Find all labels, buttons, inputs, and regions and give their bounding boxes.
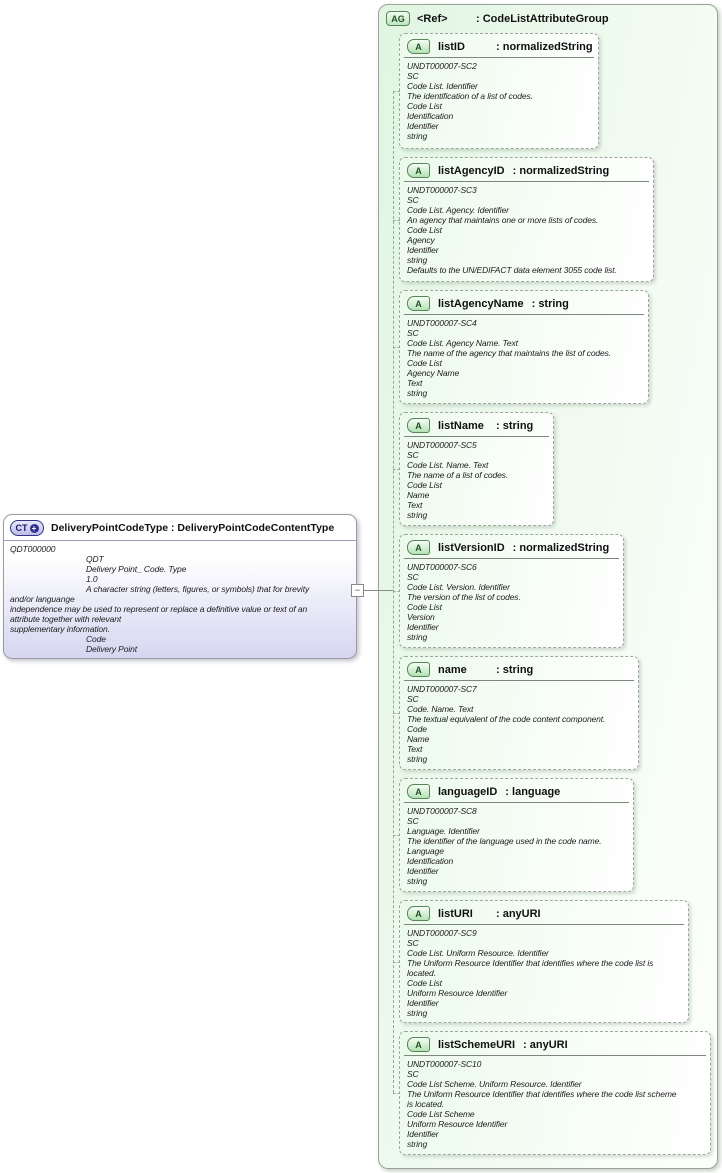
doc-line: Identification [407, 111, 454, 121]
doc-line: Identification [407, 856, 454, 866]
attribute-name: listAgencyName [438, 297, 524, 310]
doc-line: Name [407, 490, 430, 500]
minus-icon: − [354, 585, 361, 595]
doc-line: SC [407, 450, 419, 460]
header-separator [404, 1055, 706, 1056]
attribute-header [400, 413, 553, 433]
doc-line: Code List [407, 978, 442, 988]
doc-line: Code List. Identifier [407, 81, 478, 91]
attribute-group-type: : CodeListAttributeGroup [476, 12, 609, 25]
attribute-badge-icon: A [407, 662, 430, 677]
attribute-docs [400, 60, 598, 141]
header-separator [404, 680, 634, 681]
doc-line: string [407, 876, 428, 886]
attribute-badge-icon: A [407, 906, 430, 921]
doc-line: Code List. Agency. Identifier [407, 205, 509, 215]
attribute-list [379, 26, 717, 1155]
doc-line: The version of the list of codes. [407, 592, 521, 602]
attribute-header [400, 535, 623, 555]
header-separator [404, 57, 594, 58]
attribute-name: name [438, 663, 467, 676]
doc-line: Code List [407, 101, 442, 111]
connector-line [393, 220, 400, 221]
doc-line: SC [407, 195, 419, 205]
doc-line: is located. [407, 1099, 444, 1109]
doc-line: Identifier [407, 1129, 439, 1139]
attribute-box[interactable] [399, 900, 689, 1023]
doc-line: Language. Identifier [407, 826, 480, 836]
attribute-badge-icon: A [407, 39, 430, 54]
doc-line: string [407, 388, 428, 398]
attribute-header [400, 657, 638, 677]
attribute-type: : string [531, 297, 569, 310]
complex-type-header [4, 515, 356, 541]
doc-line: The identifier of the language used in the code name. [407, 836, 602, 846]
attribute-header [400, 1032, 710, 1052]
doc-line: UNDT000007-SC6 [407, 562, 477, 572]
attribute-badge-icon: A [407, 1037, 430, 1052]
doc-line: Code [407, 724, 427, 734]
complex-type-badge-icon [10, 520, 44, 536]
doc-line: SC [407, 694, 419, 704]
doc-line: Code List. Name. Text [407, 460, 489, 470]
doc-line: The Uniform Resource Identifier that identifies where the code list is [407, 958, 654, 968]
attribute-box[interactable] [399, 412, 554, 526]
doc-line: string [407, 632, 428, 642]
doc-line: string [407, 510, 428, 520]
connector-line [393, 713, 400, 714]
connector-line [393, 469, 400, 470]
doc-line: UNDT000007-SC10 [407, 1059, 482, 1069]
attribute-name: listURI [438, 907, 473, 920]
doc-line: Text [407, 744, 423, 754]
doc-line: UNDT000007-SC8 [407, 806, 477, 816]
doc-line: string [407, 131, 428, 141]
doc-line: SC [407, 572, 419, 582]
attribute-box[interactable] [399, 534, 624, 648]
attribute-type: : normalizedString [496, 40, 593, 53]
doc-line: UNDT000007-SC3 [407, 185, 477, 195]
attribute-badge-icon: A [407, 418, 430, 433]
connector-line [393, 91, 400, 92]
doc-line: Code List Scheme. Uniform Resource. Identifier [407, 1079, 582, 1089]
extension-plus-icon: + [30, 524, 39, 533]
doc-line: Code. Name. Text [407, 704, 474, 714]
attribute-docs [400, 439, 553, 520]
doc-line: The name of the agency that maintains the list of codes. [407, 348, 612, 358]
header-separator [404, 314, 644, 315]
attribute-type: : string [496, 419, 534, 432]
doc-line: attribute together with relevant [10, 614, 122, 624]
doc-line: Code List. Version. Identifier [407, 582, 510, 592]
doc-line: Code List [407, 602, 442, 612]
attribute-docs [400, 683, 638, 764]
doc-line: Agency [407, 235, 435, 245]
doc-line: UNDT000007-SC5 [407, 440, 477, 450]
connector-line [393, 1093, 400, 1094]
attribute-group-box [378, 4, 718, 1169]
doc-line: Delivery Point [86, 644, 138, 654]
header-separator [404, 558, 619, 559]
attribute-header [400, 291, 648, 311]
attribute-badge-icon: A [407, 540, 430, 555]
collapse-toggle[interactable] [351, 584, 364, 597]
doc-line: SC [407, 816, 419, 826]
attribute-box[interactable] [399, 33, 599, 149]
doc-line: Identifier [407, 866, 439, 876]
doc-line: Code List. Agency Name. Text [407, 338, 518, 348]
doc-line: Delivery Point_ Code. Type [86, 564, 187, 574]
attribute-name: listVersionID [438, 541, 505, 554]
connector-line [393, 962, 400, 963]
attribute-box[interactable] [399, 157, 654, 282]
attribute-type: : normalizedString [512, 164, 610, 177]
doc-line: string [407, 1008, 428, 1018]
attribute-type: : anyURI [496, 907, 541, 920]
attribute-box[interactable] [399, 290, 649, 404]
doc-line: Language [407, 846, 444, 856]
attribute-header [400, 901, 688, 921]
attribute-header [400, 34, 598, 54]
connector-line [393, 591, 400, 592]
attribute-docs [400, 561, 623, 642]
complex-type-box[interactable] [3, 514, 357, 659]
doc-line: A character string (letters, figures, or symbols) that for brevity [86, 584, 310, 594]
doc-line: and/or languange [10, 594, 75, 604]
doc-line: independence may be used to represent or replace a definitive value or text of an [10, 604, 308, 614]
doc-line: Code [86, 634, 106, 644]
connector-line [393, 835, 400, 836]
attribute-box[interactable] [399, 656, 639, 770]
doc-line: Text [407, 378, 423, 388]
doc-line: Code List [407, 358, 442, 368]
attribute-header [400, 158, 653, 178]
doc-line: Identifier [407, 998, 439, 1008]
attribute-docs [400, 1058, 710, 1149]
complex-type-badge-label: CT [15, 523, 28, 533]
doc-line: UNDT000007-SC2 [407, 61, 477, 71]
attribute-group-header[interactable] [379, 5, 717, 26]
attribute-badge-icon: A [407, 163, 430, 178]
doc-line: Agency Name [407, 368, 460, 378]
header-separator [404, 436, 549, 437]
header-separator [404, 802, 629, 803]
attribute-header [400, 779, 633, 799]
doc-line: Code List Scheme [407, 1109, 475, 1119]
doc-line: The Uniform Resource Identifier that identifies where the code list scheme [407, 1089, 677, 1099]
attribute-type: : language [505, 785, 561, 798]
attribute-box[interactable] [399, 778, 634, 892]
doc-line: The textual equivalent of the code content component. [407, 714, 606, 724]
doc-line: string [407, 754, 428, 764]
doc-line: Defaults to the UN/EDIFACT data element 3055 code list. [407, 265, 617, 275]
attribute-docs [400, 927, 688, 1018]
doc-line: Uniform Resource Identifier [407, 1119, 508, 1129]
doc-line: Code List [407, 480, 442, 490]
doc-line: SC [407, 71, 419, 81]
doc-line: Name [407, 734, 430, 744]
attribute-group-name: <Ref> [417, 12, 448, 25]
doc-line: The name of a list of codes. [407, 470, 509, 480]
attribute-docs [400, 184, 653, 275]
attribute-box[interactable] [399, 1031, 711, 1155]
attribute-type: : string [496, 663, 534, 676]
doc-line: SC [407, 938, 419, 948]
doc-line: 1.0 [86, 574, 98, 584]
doc-line: QDT000000 [10, 544, 56, 554]
doc-line: SC [407, 1069, 419, 1079]
attribute-type: : anyURI [523, 1038, 568, 1051]
doc-line: located. [407, 968, 436, 978]
doc-line: supplementary information. [10, 624, 110, 634]
doc-line: Code List. Uniform Resource. Identifier [407, 948, 549, 958]
attribute-name: listID [438, 40, 465, 53]
doc-line: Text [407, 500, 423, 510]
doc-line: UNDT000007-SC4 [407, 318, 477, 328]
doc-line: UNDT000007-SC7 [407, 684, 477, 694]
attribute-name: listSchemeURI [438, 1038, 516, 1051]
doc-line: Uniform Resource Identifier [407, 988, 508, 998]
header-separator [404, 924, 684, 925]
attribute-name: listAgencyID [438, 164, 505, 177]
connector-line [393, 347, 400, 348]
attribute-group-badge-icon: AG [386, 11, 410, 26]
doc-line: string [407, 1139, 428, 1149]
attribute-docs [400, 805, 633, 886]
attribute-badge-icon: A [407, 296, 430, 311]
doc-line: QDT [86, 554, 104, 564]
doc-line: SC [407, 328, 419, 338]
doc-line: An agency that maintains one or more lists of codes. [407, 215, 599, 225]
header-separator [404, 181, 649, 182]
doc-line: Version [407, 612, 435, 622]
doc-line: string [407, 255, 428, 265]
complex-type-title: DeliveryPointCodeType : DeliveryPointCodeContentType [51, 522, 335, 534]
attribute-name: listName [438, 419, 484, 432]
attribute-docs [400, 317, 648, 398]
doc-line: UNDT000007-SC9 [407, 928, 477, 938]
doc-line: Identifier [407, 622, 439, 632]
attribute-badge-icon: A [407, 784, 430, 799]
doc-line: Identifier [407, 121, 439, 131]
doc-line: Identifier [407, 245, 439, 255]
doc-line: The identification of a list of codes. [407, 91, 533, 101]
doc-line: Code List [407, 225, 442, 235]
complex-type-docs [4, 541, 356, 654]
attribute-name: languageID [438, 785, 498, 798]
connector-rail [393, 91, 394, 1093]
attribute-type: : normalizedString [512, 541, 610, 554]
